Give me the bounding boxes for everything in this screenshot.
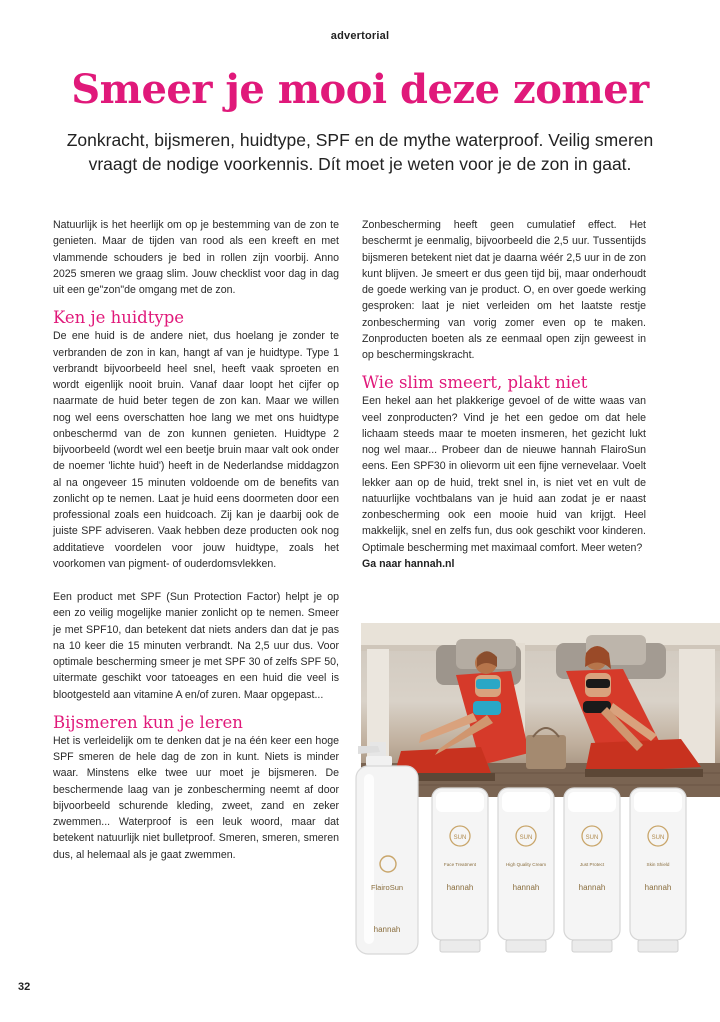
heading-wie-slim-smeert: Wie slim smeert, plakt niet: [362, 373, 588, 393]
tube-4-brand: hannah: [644, 883, 672, 892]
tube-1-sun: SUN: [453, 835, 467, 841]
subtitle: Zonkracht, bijsmeren, huidtype, SPF en de mythe waterproof. Veilig smeren vraagt de nodige voorkennis. Dít moet je weten voor je de zon in gaat.: [66, 130, 654, 174]
hannah-link[interactable]: Ga naar hannah.nl: [362, 557, 455, 570]
cumulative-paragraph: Zonbescherming heeft geen cumulatief effect. Het beschermt je eenmalig, bijvoorbeeld die 2,5 uur. Tussentijds bijsmeren betekent niet dat je daarna wéér 2,5 uur in de zon kunt blijven. Je smeert er dus geen tijd bij, maar onderhoudt de goede werking van je product. O, en over goede werking gesproken: laat je niet verleiden om het laatste restje zonbescherming van vorig zomer even op te maken. Zonproducten boeten als ze eenmaal open zijn geweest in op beschermingskracht.: [362, 219, 646, 361]
plakt-niet-paragraph: [362, 393, 646, 572]
product-lineup-illustration: [352, 740, 720, 956]
tube-1-brand: hannah: [446, 883, 474, 892]
spray-brand: hannah: [373, 925, 401, 934]
tube-4: [630, 788, 686, 952]
tube-3-label: Just Protect: [579, 862, 605, 867]
heading-bijsmeren: Bijsmeren kun je leren: [53, 712, 243, 732]
spray-product-name: FlairoSun: [370, 883, 404, 892]
tube-2-label: High Quality Cream: [505, 862, 547, 867]
huidtype-paragraph: De ene huid is de andere niet, dus hoelang je zonder te verbranden de zon in kan, hangt af van je huidtype. Type 1 verbrandt bijvoorbeeld heel snel, heeft vaak sproeten en wordt eigenlijk nooit bruin. Vanaf daar loopt het cijfer op naarmate de huid beter tegen de zon kan. Maar we willen nog wel eens overschatten hoe lang we met ons huidtype onbeschermd van de zon kunnen genieten. Huidtype 2 bijvoorbeeld (wordt wel een beetje bruin maar valt ook onder de noemer 'lichte huid') heeft in de Nederlandse middagzon al na ongeveer 15 minuten voldoende om de benefits van zonlicht op te nemen. Laat je huid eens doormeten door een professional zoals een huidcoach. Zij kan je daarbij ook de juiste SPF adviseren. Vaak hebben deze producten ook nog additatieve voordelen voor jouw huidtype, zoals het voorkomen van pigment- of ouderdomsvlekken.: [53, 330, 339, 570]
tube-1: [432, 788, 488, 952]
kicker: advertorial: [330, 30, 390, 42]
tube-1-label: Face Treatment: [443, 862, 477, 867]
tube-3-sun: SUN: [585, 835, 599, 841]
intro-paragraph: Natuurlijk is het heerlijk om op je bestemming van de zon te genieten. Maar de tijden van rood als een kreeft en met vlammende schouders je bed in rollen zijn voorbij. Anno 2025 smeren we graag slim. Jouw checklist voor dag in dag uit een ge"zon"de omgang met de zon.: [53, 219, 339, 296]
spf-paragraph: Een product met SPF (Sun Protection Factor) helpt je op een zo veilig mogelijke manier zonlicht op te nemen. Smeer je met SPF10, dan betekent dat niets anders dan dat je pas na 10 keer die 15 minuten verbrandt. Na 2,5 uur dus. Voor optimale bescherming smeer je met SPF 30 of zelfs SPF 50, uitermate geschikt voor tatoeages en een huid die veel is blootgesteld aan vitamine A en/of zuren. Maar opgepast...: [53, 591, 339, 701]
left-column: [53, 217, 339, 863]
bijsmeren-paragraph: Het is verleidelijk om te denken dat je na één keer een hoge SPF smeren de hele dag de zon in kunt. Niets is minder waar. Minstens elke twee uur moet je bijsmeren. De beschermende laag van je zonbescherming neemt af door bijvoorbeeld schurende kleding, zweet, zand en zeker zwemmen... Waterproof is een leuk woord, maar dat betekent natuurlijk niet bulletproof. Smeren, smeren, smeren dus, al helemaal als je gaat zwemmen.: [53, 734, 339, 861]
page-title: Smeer je mooi deze zomer: [71, 66, 649, 113]
tube-4-sun: SUN: [651, 835, 665, 841]
heading-ken-je-huidtype: Ken je huidtype: [53, 308, 185, 328]
product-lineup: [352, 740, 720, 956]
tube-3-brand: hannah: [578, 883, 606, 892]
tube-2-brand: hannah: [512, 883, 540, 892]
tube-4-label: Skin Shield: [646, 862, 670, 867]
right-column: [362, 217, 646, 572]
product-description: Een hekel aan het plakkerige gevoel of de witte waas van veel zonproducten? Vind je het een gedoe om dat hele lichaam steeds maar te moeten insmeren, het gezicht lukt nog wel maar... Probeer dan de nieuwe hannah FlairoSun eens. Een SPF30 in olievorm uit een fijne vernevelaar. Voelt lekker aan op de huid, trekt snel in, is niet vet en vult de natuurlijke vochtbalans van je huid aan zodat je er naast zonbescherming ook een mooie huid van krijgt. Heel makkelijk, snel en zelfs fun, dus ook geschikt voor kinderen. Optimale bescherming met maximaal comfort. Meer weten?: [362, 395, 646, 554]
tube-3: [564, 788, 620, 952]
tube-2: [498, 788, 554, 952]
tube-2-sun: SUN: [519, 835, 533, 841]
spray-bottle: [356, 742, 418, 954]
page-number: 32: [18, 981, 31, 993]
